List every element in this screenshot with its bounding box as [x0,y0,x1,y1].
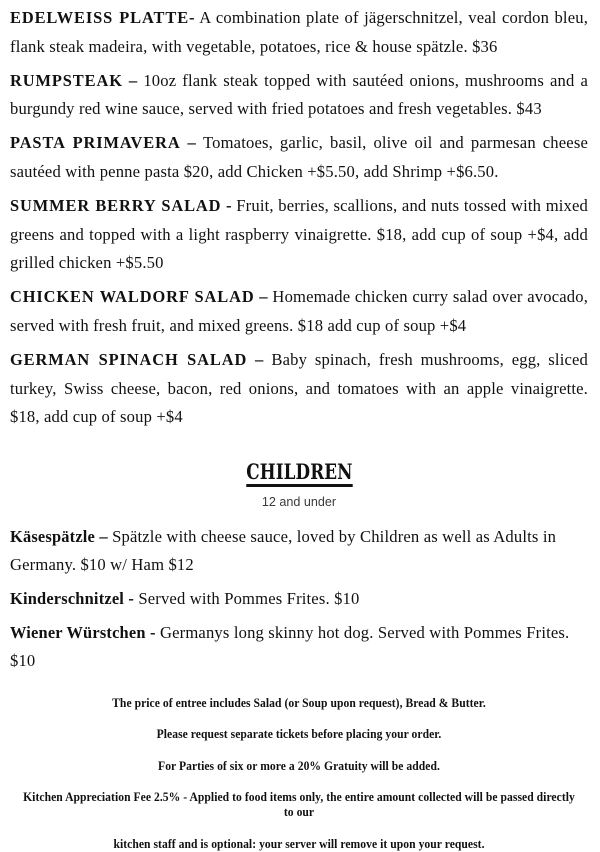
menu-item-description: Tomatoes, garlic, basil, olive oil and parmesan cheese sautéed with penne pasta $20, add Chicken +$5.50, add Shrimp +$6.50. [10,133,588,181]
menu-item-separator: - [189,8,195,27]
menu-item-description: Spätzle with cheese sauce, loved by Children as well as Adults in Germany. $10 w/ Ham $12 [10,526,557,575]
menu-item [10,4,588,61]
menu-item [10,67,588,124]
menu-item-separator: – [247,350,272,370]
menu-item-separator: – [95,526,113,546]
menu-item [10,283,588,340]
menu-item [10,192,588,278]
menu-item [10,523,588,580]
menu-item-description: 10oz flank steak topped with sautéed onions, mushrooms and a burgundy red wine sauce, served with fried potatoes and fresh vegetables. $43 [10,70,588,119]
menu-item-description: Baby spinach, fresh mushrooms, egg, sliced turkey, Swiss cheese, bacon, red onions, and tomatoes with an apple vinaigrette. $18, add cup of soup +$4 [10,350,589,427]
menu-item-name: RUMPSTEAK [10,70,123,90]
footer-note-line: Please request separate tickets before placing your order. [156,727,442,742]
menu-item-description: Fruit, berries, scallions, and nuts tossed with mixed greens and topped with a light raspberry vinaigrette. $18, add cup of soup +$4, add grilled chicken +$5.50 [10,196,589,273]
main-menu-list [10,4,588,432]
menu-item-description: A combination plate of jägerschnitzel, veal cordon bleu, flank steak madeira, with vegetable, potatoes, rice & house spätzle. $36 [10,8,589,56]
menu-item [10,346,588,432]
children-section-heading: CHILDREN [246,460,352,487]
menu-item-description: Served with Pommes Frites. $10 [138,589,360,608]
menu-item [10,585,588,614]
menu-item-name: PASTA PRIMAVERA [10,133,181,153]
menu-item-name: SUMMER BERRY SALAD [10,196,222,216]
menu-item-name: Kinderschnitzel - [10,589,134,608]
children-menu-list [10,523,588,676]
menu-item-separator: – [254,287,273,307]
menu-item-separator: - [145,622,160,642]
menu-item [10,619,588,676]
menu-item-separator: – [180,133,203,153]
menu-item [10,129,588,186]
menu-item-description: Homemade chicken curry salad over avocado, served with fresh fruit, and mixed greens. $18 add cup of soup +$4 [10,287,589,335]
menu-item-name: GERMAN SPINACH SALAD [10,350,248,370]
menu-item-separator: - [221,196,237,216]
children-age-note: 12 and under [261,494,337,509]
menu-item-name: Käsespätzle [10,526,96,546]
footer-note-line: kitchen staff and is optional: your server will remove it upon your request. [113,836,485,851]
menu-item-name: EDELWEISS PLATTE [10,8,190,27]
menu-item-description: Germanys long skinny hot dog. Served with Pommes Frites. $10 [10,622,570,671]
footer-note-line: Kitchen Appreciation Fee 2.5% - Applied to food items only, the entire amount collected will be passed directly to our [23,790,575,820]
menu-item-name: CHICKEN WALDORF SALAD [10,287,255,307]
menu-item-separator: – [122,70,144,90]
children-section [10,460,588,676]
menu-item-name: Wiener Würstchen [10,622,146,642]
footer-note-line: The price of entree includes Salad (or Soup upon request), Bread & Butter. [112,695,486,710]
footer-notes [10,696,588,852]
footer-note-line: For Parties of six or more a 20% Gratuity will be added. [158,758,440,773]
